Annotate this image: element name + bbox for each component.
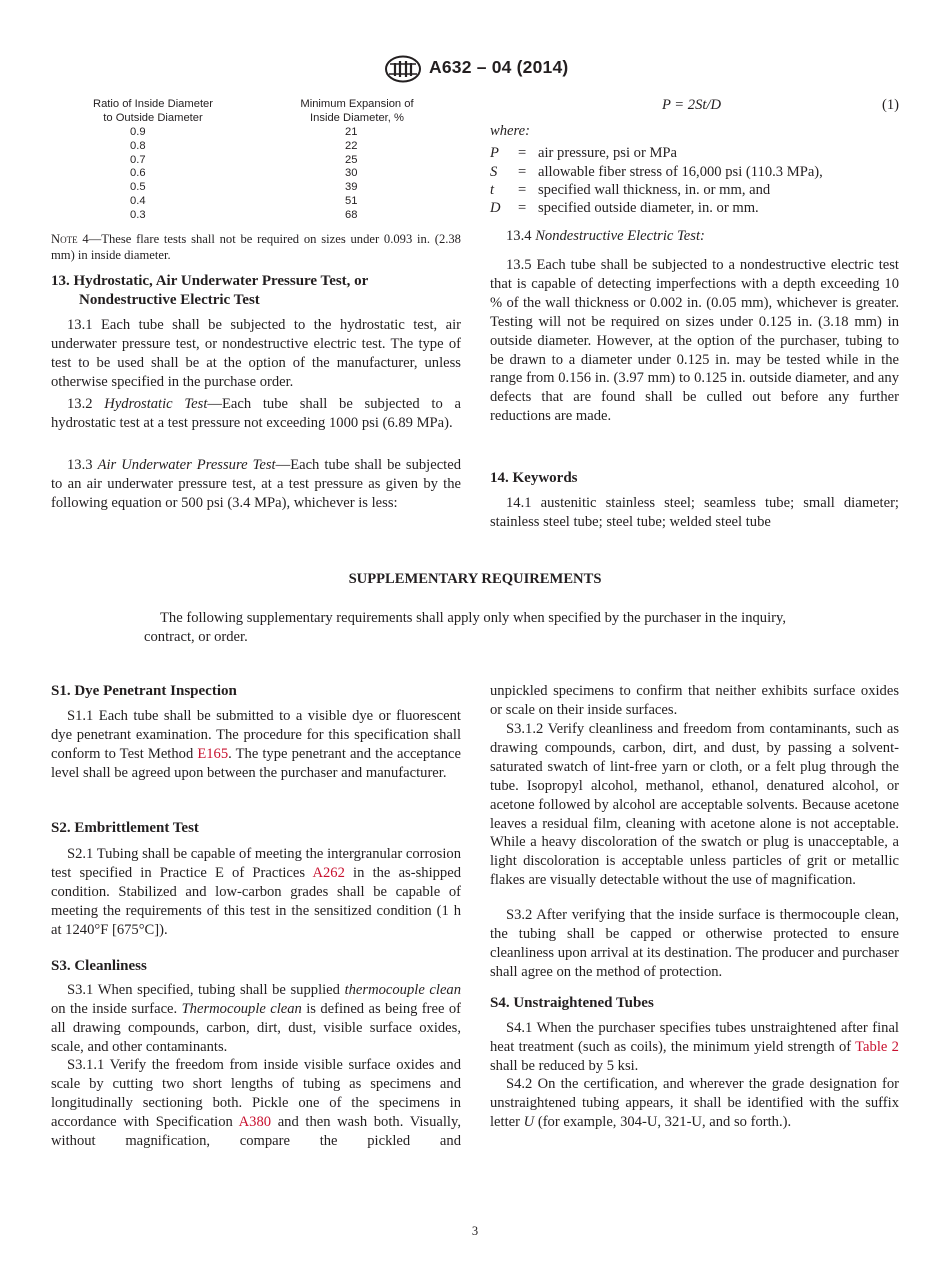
para-number: 13.2: [67, 396, 105, 412]
variable-symbol: D: [490, 200, 501, 216]
equation-number: (1): [881, 97, 899, 113]
page-header: [0, 55, 950, 83]
para-text: S4.2 On the certification, and wherever the grade designation for unstraightened tubing appears, it shall be identified with the suffix letter: [490, 1076, 899, 1130]
s3-heading: S3. Cleanliness: [51, 958, 147, 974]
standard-designation: A632 – 04 (2014): [429, 57, 569, 77]
note-text: —These flare tests shall not be required on sizes under 0.093 in. (2.38 mm) in inside diameter.: [51, 232, 461, 262]
heading-line: Nondestructive Electric Test: [79, 291, 260, 308]
paragraph-14-1: 14.1 austenitic stainless steel; seamless tube; small diameter; stainless steel tube; steel tube; welded steel tube: [490, 495, 899, 530]
supplementary-intro: The following supplementary requirements shall apply only when specified by the purchaser in the inquiry, contract, or order.: [144, 610, 787, 645]
table-row: [62, 140, 462, 154]
paragraph-s1-1: [51, 707, 461, 783]
table-row: [62, 167, 462, 181]
page-number: 3: [471, 1224, 479, 1238]
ratio-cell: 0.9: [130, 126, 146, 138]
expansion-cell: 22: [345, 139, 358, 152]
para-text: S2.1 Tubing shall be capable of meeting the intergranular corrosion test specified in Practice E of Practices: [51, 846, 461, 881]
variable-definition: [490, 163, 910, 182]
para-number: 13.4: [506, 228, 536, 244]
table-header-ratio: [62, 98, 244, 126]
paragraph-13-1: 13.1 Each tube shall be subjected to the hydrostatic test, air underwater pressure test, or nondestructive electric test. The type of test to be used shall be at the option of the manufacturer, unless otherwise specified in the purchase order.: [51, 317, 461, 390]
variable-symbol: t: [490, 182, 495, 198]
paragraph-13-2: [51, 395, 461, 433]
table-2-link[interactable]: Table 2: [855, 1038, 899, 1055]
heading-line: 13. Hydrostatic, Air Underwater Pressure Test, or: [51, 273, 369, 289]
para-text: —Each tube shall be subjected to an air underwater pressure test, at a test pressure as given by the following equation or 500 psi (3.4 MPa), whichever is less:: [51, 457, 461, 511]
equals-sign: =: [518, 182, 527, 198]
where-label: where:: [490, 123, 530, 139]
para-text: and then wash both. Visually, without magnification, compare the pickled and: [51, 1113, 461, 1149]
s2-heading: S2. Embrittlement Test: [51, 820, 199, 836]
expansion-cell: 30: [345, 167, 358, 180]
table-row: [62, 209, 462, 223]
italic-term: thermocouple clean: [344, 982, 462, 998]
expansion-cell: 25: [345, 153, 358, 166]
a262-link[interactable]: A262: [312, 864, 345, 881]
table-header-expansion: [272, 98, 442, 126]
paragraph-s3-1-1: [51, 1056, 461, 1151]
ratio-cell: 0.7: [130, 153, 146, 166]
header-line: Inside Diameter, %: [310, 111, 404, 124]
para-text: S3.1 When specified, tubing shall be supplied: [67, 982, 345, 998]
s1-heading: S1. Dye Penetrant Inspection: [51, 683, 237, 699]
paragraph-s3-1: [51, 981, 461, 1057]
italic-term: U: [523, 1113, 535, 1130]
paragraph-s4-1: [490, 1019, 899, 1076]
paragraph-13-5: 13.5 Each tube shall be subjected to a nondestructive electric test that is capable of detecting imperfections with a depth exceeding 10 % of the wall thickness or 0.002 in. (0.05 mm), whichever is greater. Testing will not be required on sizes under 0.125 in. (3.18 mm) in outside diameter. However, at the option of the purchaser, tubing to be drawn to a diameter under 0.125 in. may be tested while in the range from 0.156 in. (3.97 mm) to 0.125 in. outside diameter, and any defects that are found shall be culled out before any further reductions are made.: [490, 257, 899, 425]
variable-description: specified wall thickness, in. or mm, and: [538, 182, 771, 198]
paragraph-s3-1-2: S3.1.2 Verify cleanliness and freedom from contaminants, such as drawing compounds, carbon, dirt, and dust, by passing a solvent-saturated swatch of lint-free yarn or cloth, or a felt plug through the tube. Isopropyl alcohol, methanol, ethanol, denatured alcohol, or acetone followed by alcohol are acceptable solvents. Because acetone leaves a residual film, cleaning with acetone alone is not acceptable. While a heavy discoloration of the swatch or plug is unacceptable, a light discoloration is acceptable unless particles of grit or metallic flakes are visually detectable without the use of magnification.: [490, 721, 899, 889]
variable-symbol: S: [490, 164, 498, 180]
expansion-cell: 39: [345, 181, 358, 194]
paragraph-s2-1: [51, 845, 461, 940]
equation-1: [490, 96, 899, 114]
variable-description: air pressure, psi or MPa: [538, 145, 678, 161]
paragraph-13-4: [490, 227, 899, 246]
variable-symbol: P: [490, 145, 499, 161]
e165-link[interactable]: E165: [197, 745, 229, 762]
a380-link[interactable]: A380: [238, 1113, 272, 1130]
table-row: [62, 126, 462, 140]
para-text: on the inside surface.: [51, 1000, 182, 1017]
para-text: in the as-shipped condition. Stabilized and low-carbon grades shall be capable of meeting the requirements of this test in the sensitized condition (1 h at 1240°F [675°C]).: [51, 864, 461, 938]
para-text: shall be reduced by 5 ksi.: [490, 1057, 639, 1074]
ratio-cell: 0.8: [130, 139, 146, 152]
expansion-cell: 68: [345, 208, 358, 221]
paragraph-s3-2: S3.2 After verifying that the inside surface is thermocouple clean, the tubing shall be capped or otherwise protected to ensure cleanliness upon arrival at its destination. The producer and purchaser shall agree on the method of protection.: [490, 907, 899, 980]
astm-logo-icon: [384, 55, 422, 83]
section-13-heading: [51, 272, 461, 310]
equals-sign: =: [518, 164, 527, 180]
supplementary-title: SUPPLEMENTARY REQUIREMENTS: [348, 571, 602, 587]
variable-description: specified outside diameter, in. or mm.: [538, 200, 759, 216]
ratio-cell: 0.6: [130, 167, 146, 180]
para-title: Air Underwater Pressure Test: [97, 457, 276, 473]
header-line: to Outside Diameter: [103, 111, 203, 124]
ratio-cell: 0.4: [130, 194, 146, 207]
variable-definition: [490, 199, 910, 218]
para-title: Nondestructive Electric Test:: [535, 228, 705, 244]
note-4: [51, 231, 461, 263]
equals-sign: =: [518, 145, 527, 161]
expansion-cell: 51: [345, 194, 358, 207]
para-number: 13.3: [67, 457, 98, 473]
ratio-cell: 0.3: [130, 208, 146, 221]
equals-sign: =: [518, 200, 527, 216]
section-14-heading: 14. Keywords: [490, 470, 578, 486]
para-text: S4.1 When the purchaser specifies tubes unstraightened after final heat treatment (such as coils), the minimum yield strength of: [490, 1020, 899, 1055]
italic-term: Thermocouple clean: [181, 1000, 302, 1017]
equation-formula: P = 2St/D: [662, 97, 722, 113]
s4-heading: S4. Unstraightened Tubes: [490, 995, 654, 1011]
para-text: is defined as being free of all drawing compounds, carbon, dirt, dust, visible surface oxides, scale, and other contaminants.: [51, 1000, 462, 1055]
ratio-cell: 0.5: [130, 181, 146, 194]
paragraph-s4-2: [490, 1075, 899, 1132]
header-line: Minimum Expansion of: [300, 98, 414, 110]
note-label: Note 4: [51, 232, 89, 246]
table-row: [62, 195, 462, 209]
para-text: . The type penetrant and the acceptance level shall be agreed upon between the purchaser and manufacturer.: [51, 745, 461, 781]
variable-description: allowable fiber stress of 16,000 psi (110.3 MPa),: [538, 164, 823, 180]
variable-definition: [490, 181, 910, 200]
paragraph-s3-1-1-continued: unpickled specimens to confirm that neither exhibits surface oxides or scale on their inside surfaces.: [490, 683, 899, 718]
paragraph-13-3: [51, 456, 461, 513]
table-row: [62, 154, 462, 168]
variable-definition: [490, 144, 910, 163]
para-text: S1.1 Each tube shall be submitted to a visible dye or fluorescent dye penetrant examination. The procedure for this specification shall conform to Test Method: [51, 708, 461, 762]
table-body: [62, 126, 462, 223]
para-text: (for example, 304-U, 321-U, and so forth.).: [534, 1113, 792, 1130]
para-text: S3.1.1 Verify the freedom from inside visible surface oxides and scale by cutting two short lengths of tubing as specimens and longitudinally sectioning both. Pickle one of the specimens in accordance with Specification: [51, 1057, 461, 1130]
expansion-cell: 21: [345, 126, 358, 138]
para-text: —Each tube shall be subjected to a hydrostatic test at a test pressure not exceeding 1000 psi (6.89 MPa).: [51, 396, 461, 431]
header-line: Ratio of Inside Diameter: [92, 98, 213, 110]
table-row: [62, 181, 462, 195]
para-title: Hydrostatic Test: [104, 396, 208, 412]
